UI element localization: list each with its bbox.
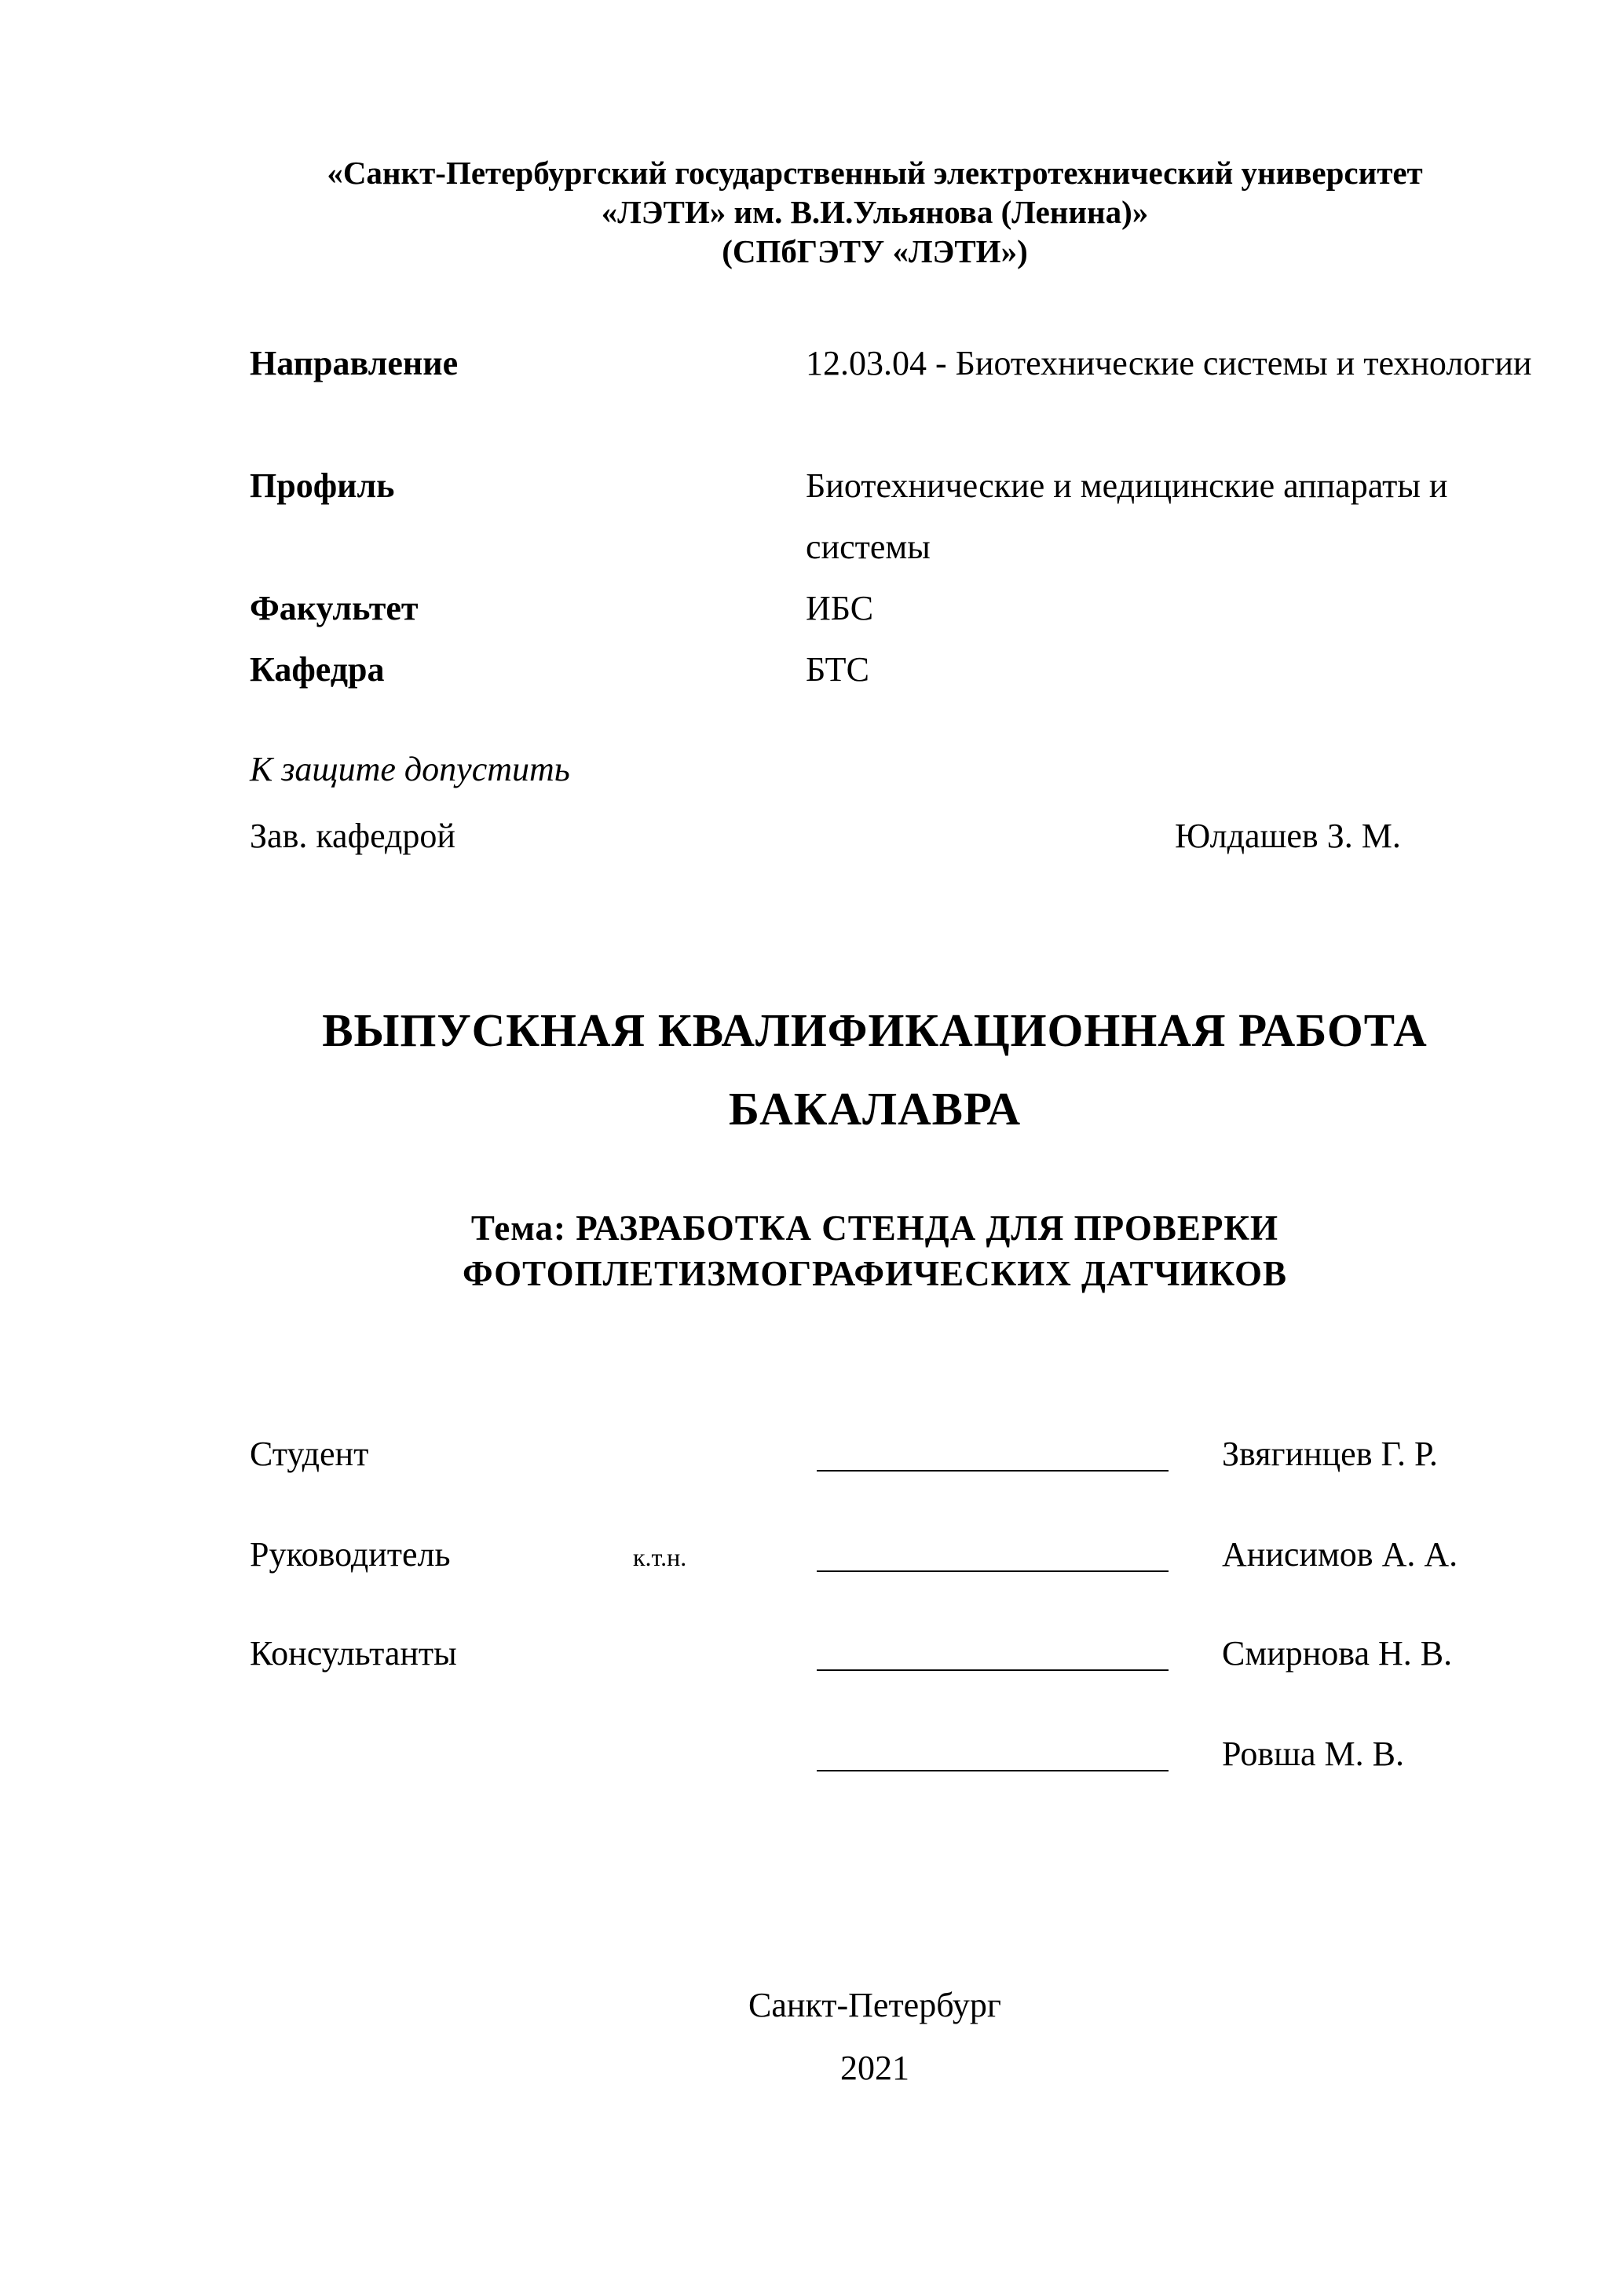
consultant1-signature-line <box>817 1669 1169 1671</box>
document-title <box>0 991 1624 1148</box>
head-of-department-role: Зав. кафедрой <box>250 817 455 855</box>
supervisor-name: Анисимов А. А. <box>1222 1535 1458 1574</box>
head-of-department-name: Юлдашев З. М. <box>1175 817 1401 855</box>
faculty-value: ИБС <box>806 589 874 627</box>
university-abbreviation: (СПбГЭТУ «ЛЭТИ») <box>722 233 1028 269</box>
city: Санкт-Петербург <box>748 1986 1001 2024</box>
direction-label: Направление <box>250 344 459 382</box>
thesis-topic-line2: ФОТОПЛЕТИЗМОГРАФИЧЕСКИХ ДАТЧИКОВ <box>462 1254 1288 1293</box>
year: 2021 <box>840 2049 909 2087</box>
department-value: БТС <box>806 650 869 689</box>
university-name-line1: «Санкт-Петербургский государственный электротехнический университет <box>327 155 1423 191</box>
profile-value: Биотехнические и медицинские аппараты и системы <box>806 466 1448 566</box>
profile-label: Профиль <box>250 466 395 505</box>
consultants-role: Консультанты <box>250 1634 457 1673</box>
university-header <box>0 153 1624 271</box>
supervisor-signature-line <box>817 1570 1169 1572</box>
faculty-label: Факультет <box>250 589 419 627</box>
supervisor-role: Руководитель <box>250 1535 451 1574</box>
admission-note: К защите допустить <box>250 750 570 788</box>
thesis-topic-line1: Тема: РАЗРАБОТКА СТЕНДА ДЛЯ ПРОВЕРКИ <box>470 1208 1279 1248</box>
consultant2-name: Ровша М. В. <box>1222 1735 1405 1773</box>
thesis-topic <box>0 1205 1624 1296</box>
consultant1-name: Смирнова Н. В. <box>1222 1634 1453 1673</box>
supervisor-degree: к.т.н. <box>633 1543 687 1571</box>
university-name-line2: «ЛЭТИ» им. В.И.Ульянова (Ленина)» <box>601 194 1149 230</box>
document-title-line2: БАКАЛАВРА <box>728 1083 1022 1135</box>
student-signature-line <box>817 1470 1169 1472</box>
department-label: Кафедра <box>250 650 385 689</box>
document-title-line1: ВЫПУСКНАЯ КВАЛИФИКАЦИОННАЯ РАБОТА <box>322 1004 1428 1056</box>
student-role: Студент <box>250 1435 369 1473</box>
direction-value: 12.03.04 - Биотехнические системы и технологии <box>806 344 1532 382</box>
consultant2-signature-line <box>817 1770 1169 1771</box>
student-name: Звягинцев Г. Р. <box>1222 1435 1438 1473</box>
